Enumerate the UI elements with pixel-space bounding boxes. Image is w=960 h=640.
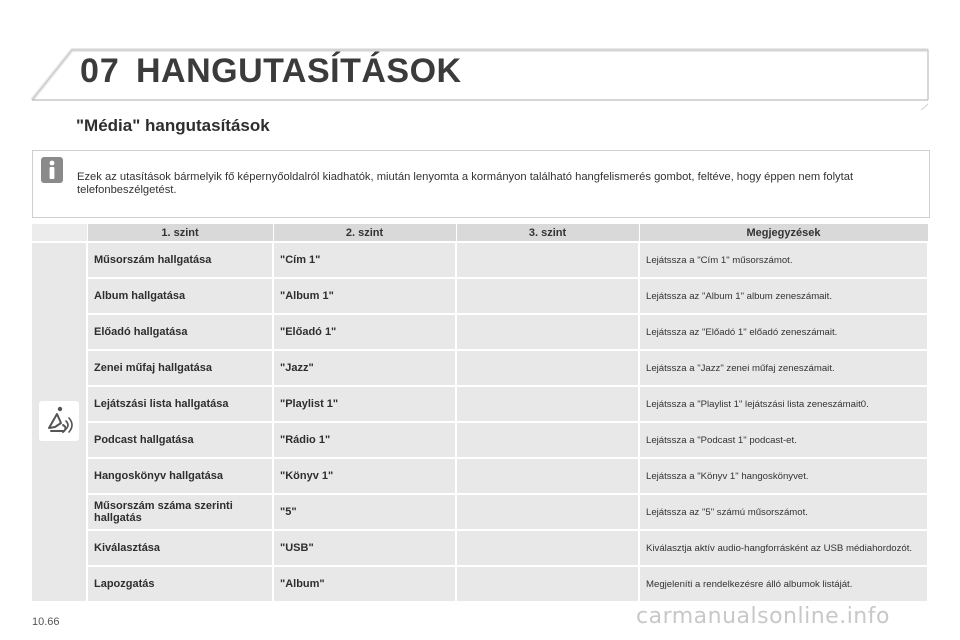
level3-cell [456,422,639,458]
level1-cell: Album hallgatása [87,278,273,314]
table-row [32,458,928,494]
level3-cell [456,566,639,602]
header-level2: 2. szint [273,224,456,242]
table-row [32,314,928,350]
level3-cell [456,530,639,566]
table-row [32,422,928,458]
level3-cell [456,494,639,530]
level3-cell [456,386,639,422]
note-cell: Lejátssza az "Album 1" album zeneszámait. [639,278,928,314]
level2-cell: "Rádio 1" [273,422,456,458]
header-level3: 3. szint [456,224,639,242]
note-cell: Lejátssza a "Jazz" zenei műfaj zeneszámait. [639,350,928,386]
header-notes: Megjegyzések [639,224,928,242]
table-row [32,242,928,278]
table-header-row [32,224,928,242]
table-row [32,278,928,314]
level2-cell: "Album 1" [273,278,456,314]
note-cell: Lejátssza a "Könyv 1" hangoskönyvet. [639,458,928,494]
level3-cell [456,242,639,278]
level2-cell: "Playlist 1" [273,386,456,422]
level1-cell: Előadó hallgatása [87,314,273,350]
page-number: 10.66 [32,616,60,628]
table-row [32,350,928,386]
info-text: Ezek az utasítások bármelyik fő képernyőoldalról kiadhatók, miután lenyomta a kormányon található hangfelismerés gombot, feltéve, hogy éppen nem folytat telefonbeszélgetést. [77,171,854,196]
level1-cell: Kiválasztása [87,530,273,566]
level2-cell: "Könyv 1" [273,458,456,494]
level2-cell: "5" [273,494,456,530]
header-level1: 1. szint [87,224,273,242]
level1-cell: Zenei műfaj hallgatása [87,350,273,386]
level1-cell: Hangoskönyv hallgatása [87,458,273,494]
info-box [32,150,930,218]
level1-cell: Lapozgatás [87,566,273,602]
level2-cell: "Cím 1" [273,242,456,278]
voice-commands-table [32,224,929,603]
note-cell: Lejátssza a "Cím 1" műsorszámot. [639,242,928,278]
info-icon [41,157,63,183]
note-cell: Lejátssza az "5" számú műsorszámot. [639,494,928,530]
level3-cell [456,350,639,386]
level3-cell [456,458,639,494]
table-row [32,530,928,566]
note-cell: Kiválasztja aktív audio-hangforrásként az USB médiahordozót. [639,530,928,566]
header-icon-cell [32,224,87,242]
level3-cell [456,314,639,350]
voice-command-icon [39,401,79,441]
level1-cell: Műsorszám hallgatása [87,242,273,278]
note-cell: Lejátssza az "Előadó 1" előadó zeneszámait. [639,314,928,350]
chapter-title: HANGUTASÍTÁSOK [136,52,462,90]
table-row [32,386,928,422]
level2-cell: "Jazz" [273,350,456,386]
note-cell: Lejátssza a "Playlist 1" lejátszási lista zeneszámait0. [639,386,928,422]
chapter-number: 07 [80,52,120,90]
table-row [32,494,928,530]
level1-cell: Lejátszási lista hallgatása [87,386,273,422]
watermark: carmanualsonline.info [636,604,890,629]
note-cell: Lejátssza a "Podcast 1" podcast-et. [639,422,928,458]
note-cell: Megjeleníti a rendelkezésre álló albumok listáját. [639,566,928,602]
level3-cell [456,278,639,314]
section-title: "Média" hangutasítások [76,116,270,135]
level1-cell: Műsorszám száma szerinti hallgatás [87,494,273,530]
level2-cell: "USB" [273,530,456,566]
icon-cell [32,242,87,602]
table-row [32,566,928,602]
level2-cell: "Album" [273,566,456,602]
level2-cell: "Előadó 1" [273,314,456,350]
level1-cell: Podcast hallgatása [87,422,273,458]
